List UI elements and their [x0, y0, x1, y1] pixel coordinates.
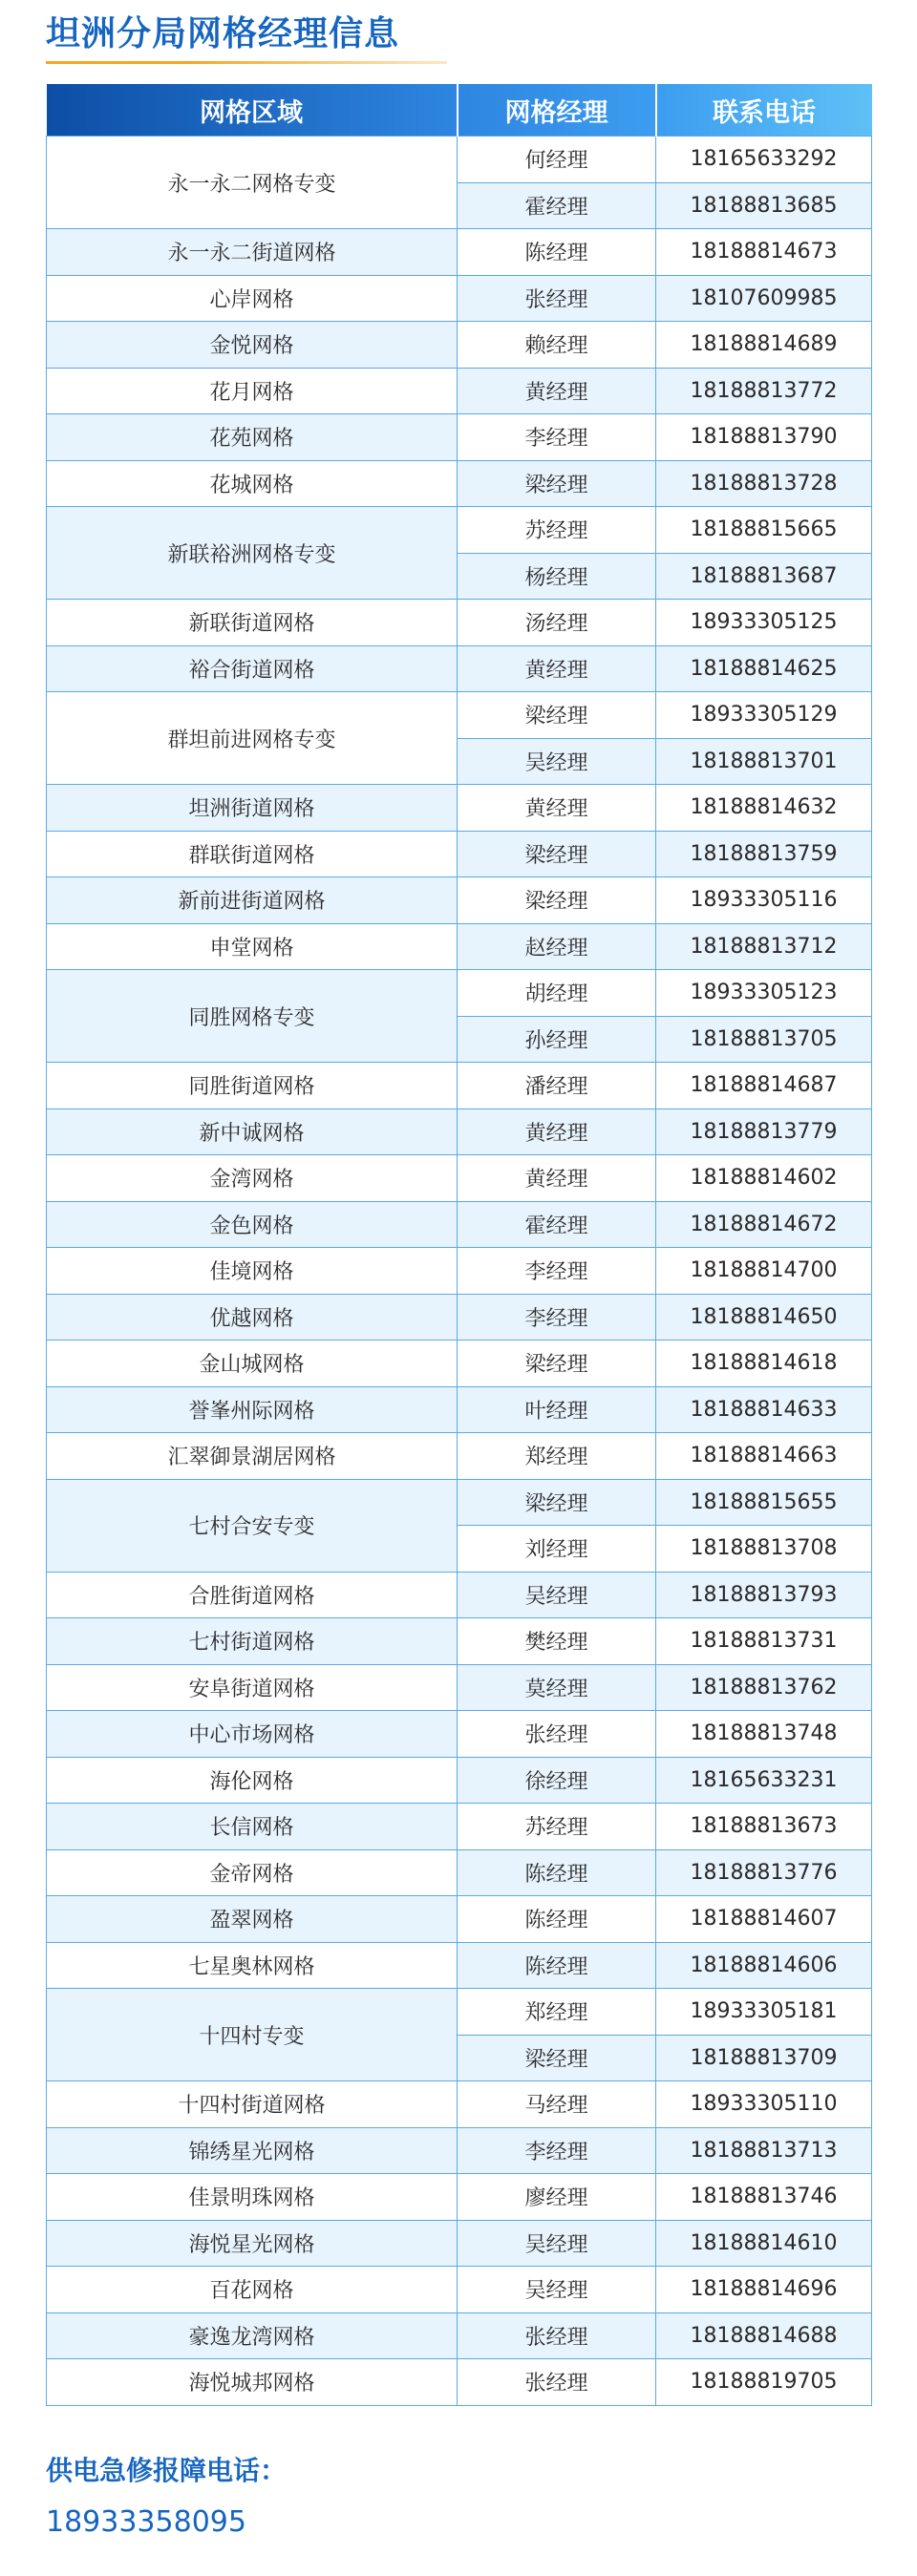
region-cell: 七村街道网格: [47, 1618, 458, 1665]
region-cell: 海伦网格: [47, 1757, 458, 1804]
manager-cell: 吴经理: [458, 738, 656, 785]
region-cell: 永一永二网格专变: [47, 137, 458, 229]
manager-cell: 黄经理: [458, 368, 656, 414]
table-row: [47, 322, 872, 369]
manager-cell: 莫经理: [458, 1664, 656, 1711]
region-cell: 花城网格: [47, 460, 458, 507]
phone-cell[interactable]: 18188813776: [656, 1849, 872, 1896]
phone-cell[interactable]: 18188813759: [656, 831, 872, 877]
manager-cell: 李经理: [458, 414, 656, 461]
manager-cell: 李经理: [458, 1294, 656, 1341]
table-row: [47, 2174, 872, 2221]
manager-cell: 梁经理: [458, 1479, 656, 1526]
region-cell: 心岸网格: [47, 275, 458, 322]
table-row: [47, 1896, 872, 1943]
phone-cell[interactable]: 18188813701: [656, 738, 872, 785]
table-row: [47, 1618, 872, 1665]
table-row: [47, 1572, 872, 1618]
table-row: [47, 414, 872, 461]
region-cell: 豪逸龙湾网格: [47, 2312, 458, 2359]
manager-cell: 赵经理: [458, 923, 656, 970]
manager-cell: 廖经理: [458, 2174, 656, 2221]
manager-cell: 汤经理: [458, 600, 656, 646]
region-cell: 新前进街道网格: [47, 877, 458, 924]
region-cell: 花苑网格: [47, 414, 458, 461]
phone-cell[interactable]: 18188813748: [656, 1711, 872, 1758]
phone-cell[interactable]: 18188813772: [656, 368, 872, 414]
table-row: [47, 692, 872, 739]
grid-manager-table: [46, 84, 872, 2406]
phone-cell[interactable]: 18188814632: [656, 785, 872, 832]
hotline-label: 供电急修报障电话：: [46, 2455, 288, 2486]
region-cell: 花月网格: [47, 368, 458, 414]
region-cell: 金悦网格: [47, 322, 458, 369]
region-cell: 海悦星光网格: [47, 2220, 458, 2267]
phone-cell[interactable]: 18188814673: [656, 229, 872, 276]
region-cell: 申堂网格: [47, 923, 458, 970]
phone-cell[interactable]: 18188814663: [656, 1433, 872, 1480]
region-cell: 十四村街道网格: [47, 2081, 458, 2128]
phone-cell[interactable]: 18933305125: [656, 600, 872, 646]
phone-cell[interactable]: 18188814625: [656, 645, 872, 692]
table-row: [47, 137, 872, 183]
table-header-row: [47, 84, 872, 137]
manager-cell: 黄经理: [458, 1109, 656, 1155]
table-row: [47, 1804, 872, 1850]
phone-cell[interactable]: 18188813685: [656, 182, 872, 229]
table-row: [47, 1341, 872, 1387]
manager-cell: 胡经理: [458, 970, 656, 1017]
table-row: [47, 1942, 872, 1989]
header-phone: 联系电话: [656, 84, 872, 137]
table-row: [47, 229, 872, 276]
manager-cell: 黄经理: [458, 785, 656, 832]
phone-cell[interactable]: 18188813728: [656, 460, 872, 507]
phone-cell[interactable]: 18188813687: [656, 553, 872, 600]
table-row: [47, 2267, 872, 2313]
table-row: [47, 1849, 872, 1896]
phone-cell[interactable]: 18188813713: [656, 2127, 872, 2174]
phone-cell[interactable]: 18188813708: [656, 1526, 872, 1573]
phone-cell[interactable]: 18188813709: [656, 2035, 872, 2081]
phone-cell[interactable]: 18188814696: [656, 2267, 872, 2313]
manager-cell: 陈经理: [458, 1896, 656, 1943]
region-cell: 百花网格: [47, 2267, 458, 2313]
phone-cell[interactable]: 18933305110: [656, 2081, 872, 2128]
table-row: [47, 460, 872, 507]
region-cell: 金帝网格: [47, 1849, 458, 1896]
table-row: [47, 1248, 872, 1295]
region-cell: 永一永二街道网格: [47, 229, 458, 276]
manager-cell: 杨经理: [458, 553, 656, 600]
region-cell: 安阜街道网格: [47, 1664, 458, 1711]
table-row: [47, 877, 872, 924]
manager-cell: 潘经理: [458, 1063, 656, 1109]
manager-cell: 叶经理: [458, 1386, 656, 1433]
table-row: [47, 1201, 872, 1248]
table-row: [47, 831, 872, 877]
phone-cell[interactable]: 18188814606: [656, 1942, 872, 1989]
phone-cell[interactable]: 18188814607: [656, 1896, 872, 1943]
phone-cell[interactable]: 18188815665: [656, 507, 872, 554]
table-row: [47, 368, 872, 414]
manager-cell: 梁经理: [458, 831, 656, 877]
phone-cell[interactable]: 18933305129: [656, 692, 872, 739]
region-cell: 坦洲街道网格: [47, 785, 458, 832]
region-cell: 长信网格: [47, 1804, 458, 1850]
region-cell: 中心市场网格: [47, 1711, 458, 1758]
phone-cell[interactable]: 18188814687: [656, 1063, 872, 1109]
table-row: [47, 2127, 872, 2174]
phone-cell[interactable]: 18107609985: [656, 275, 872, 322]
manager-cell: 李经理: [458, 1248, 656, 1295]
manager-cell: 梁经理: [458, 877, 656, 924]
table-row: [47, 1989, 872, 2036]
phone-cell[interactable]: 18188814602: [656, 1155, 872, 1202]
manager-cell: 李经理: [458, 2127, 656, 2174]
phone-cell[interactable]: 18188813779: [656, 1109, 872, 1155]
table-row: [47, 2081, 872, 2128]
phone-cell[interactable]: 18933305116: [656, 877, 872, 924]
manager-cell: 黄经理: [458, 1155, 656, 1202]
region-cell: 十四村专变: [47, 1989, 458, 2081]
manager-cell: 郑经理: [458, 1989, 656, 2036]
manager-cell: 赖经理: [458, 322, 656, 369]
table-row: [47, 2312, 872, 2359]
manager-cell: 霍经理: [458, 1201, 656, 1248]
region-cell: 金色网格: [47, 1201, 458, 1248]
region-cell: 群坦前进网格专变: [47, 692, 458, 785]
header-region: 网格区域: [47, 84, 458, 137]
table-row: [47, 1664, 872, 1711]
region-cell: 裕合街道网格: [47, 645, 458, 692]
region-cell: 佳景明珠网格: [47, 2174, 458, 2221]
manager-cell: 樊经理: [458, 1618, 656, 1665]
phone-cell[interactable]: 18188814688: [656, 2312, 872, 2359]
manager-cell: 苏经理: [458, 507, 656, 554]
manager-cell: 陈经理: [458, 229, 656, 276]
phone-cell[interactable]: 18188815655: [656, 1479, 872, 1526]
manager-cell: 吴经理: [458, 2267, 656, 2313]
table-row: [47, 1294, 872, 1341]
table-row: [47, 1479, 872, 1526]
table-row: [47, 507, 872, 554]
manager-cell: 吴经理: [458, 2220, 656, 2267]
region-cell: 金山城网格: [47, 1341, 458, 1387]
table-row: [47, 2220, 872, 2267]
manager-cell: 梁经理: [458, 460, 656, 507]
region-cell: 新联街道网格: [47, 600, 458, 646]
manager-cell: 黄经理: [458, 645, 656, 692]
phone-cell[interactable]: 18165633292: [656, 137, 872, 183]
phone-cell[interactable]: 18188814618: [656, 1341, 872, 1387]
manager-cell: 张经理: [458, 2312, 656, 2359]
manager-cell: 刘经理: [458, 1526, 656, 1573]
phone-cell[interactable]: 18933305123: [656, 970, 872, 1017]
table-row: [47, 1386, 872, 1433]
phone-cell[interactable]: 18188813790: [656, 414, 872, 461]
phone-cell[interactable]: 18188814672: [656, 1201, 872, 1248]
manager-cell: 徐经理: [458, 1757, 656, 1804]
manager-cell: 苏经理: [458, 1804, 656, 1850]
phone-cell[interactable]: 18188813731: [656, 1618, 872, 1665]
table-row: [47, 600, 872, 646]
phone-cell[interactable]: 18165633231: [656, 1757, 872, 1804]
title-underline: [46, 61, 447, 64]
hotline-number[interactable]: 18933358095: [46, 2505, 246, 2539]
region-cell: 盈翠网格: [47, 1896, 458, 1943]
phone-cell[interactable]: 18188813762: [656, 1664, 872, 1711]
region-cell: 七村合安专变: [47, 1479, 458, 1572]
manager-cell: 霍经理: [458, 182, 656, 229]
phone-cell[interactable]: 18188819705: [656, 2359, 872, 2406]
manager-cell: 吴经理: [458, 1572, 656, 1618]
manager-cell: 梁经理: [458, 692, 656, 739]
region-cell: 合胜街道网格: [47, 1572, 458, 1618]
phone-cell[interactable]: 18188814650: [656, 1294, 872, 1341]
table-row: [47, 2359, 872, 2406]
region-cell: 新联裕洲网格专变: [47, 507, 458, 600]
table-row: [47, 970, 872, 1017]
manager-cell: 孙经理: [458, 1016, 656, 1063]
manager-cell: 郑经理: [458, 1433, 656, 1480]
table-row: [47, 1711, 872, 1758]
table-row: [47, 275, 872, 322]
table-row: [47, 645, 872, 692]
phone-cell[interactable]: 18188814689: [656, 322, 872, 369]
table-row: [47, 1155, 872, 1202]
phone-cell[interactable]: 18188813793: [656, 1572, 872, 1618]
table-body: [47, 137, 872, 2406]
phone-cell[interactable]: 18188814633: [656, 1386, 872, 1433]
phone-cell[interactable]: 18188814700: [656, 1248, 872, 1295]
phone-cell[interactable]: 18188813746: [656, 2174, 872, 2221]
region-cell: 佳境网格: [47, 1248, 458, 1295]
phone-cell[interactable]: 18188814610: [656, 2220, 872, 2267]
region-cell: 七星奥林网格: [47, 1942, 458, 1989]
phone-cell[interactable]: 18188813712: [656, 923, 872, 970]
table-row: [47, 923, 872, 970]
table-row: [47, 1757, 872, 1804]
region-cell: 海悦城邦网格: [47, 2359, 458, 2406]
region-cell: 同胜网格专变: [47, 970, 458, 1063]
table-row: [47, 1433, 872, 1480]
manager-cell: 梁经理: [458, 2035, 656, 2081]
region-cell: 新中诚网格: [47, 1109, 458, 1155]
manager-cell: 何经理: [458, 137, 656, 183]
phone-cell[interactable]: 18188813705: [656, 1016, 872, 1063]
region-cell: 锦绣星光网格: [47, 2127, 458, 2174]
region-cell: 优越网格: [47, 1294, 458, 1341]
manager-cell: 陈经理: [458, 1942, 656, 1989]
phone-cell[interactable]: 18188813673: [656, 1804, 872, 1850]
manager-cell: 陈经理: [458, 1849, 656, 1896]
page-title: 坦洲分局网格经理信息: [46, 14, 400, 53]
manager-cell: 马经理: [458, 2081, 656, 2128]
region-cell: 同胜街道网格: [47, 1063, 458, 1109]
manager-cell: 张经理: [458, 1711, 656, 1758]
table-row: [47, 1109, 872, 1155]
table-row: [47, 785, 872, 832]
region-cell: 誉峯州际网格: [47, 1386, 458, 1433]
region-cell: 金湾网格: [47, 1155, 458, 1202]
region-cell: 汇翠御景湖居网格: [47, 1433, 458, 1480]
manager-cell: 张经理: [458, 275, 656, 322]
phone-cell[interactable]: 18933305181: [656, 1989, 872, 2036]
region-cell: 群联街道网格: [47, 831, 458, 877]
table-row: [47, 1063, 872, 1109]
manager-cell: 梁经理: [458, 1341, 656, 1387]
header-manager: 网格经理: [458, 84, 656, 137]
manager-cell: 张经理: [458, 2359, 656, 2406]
